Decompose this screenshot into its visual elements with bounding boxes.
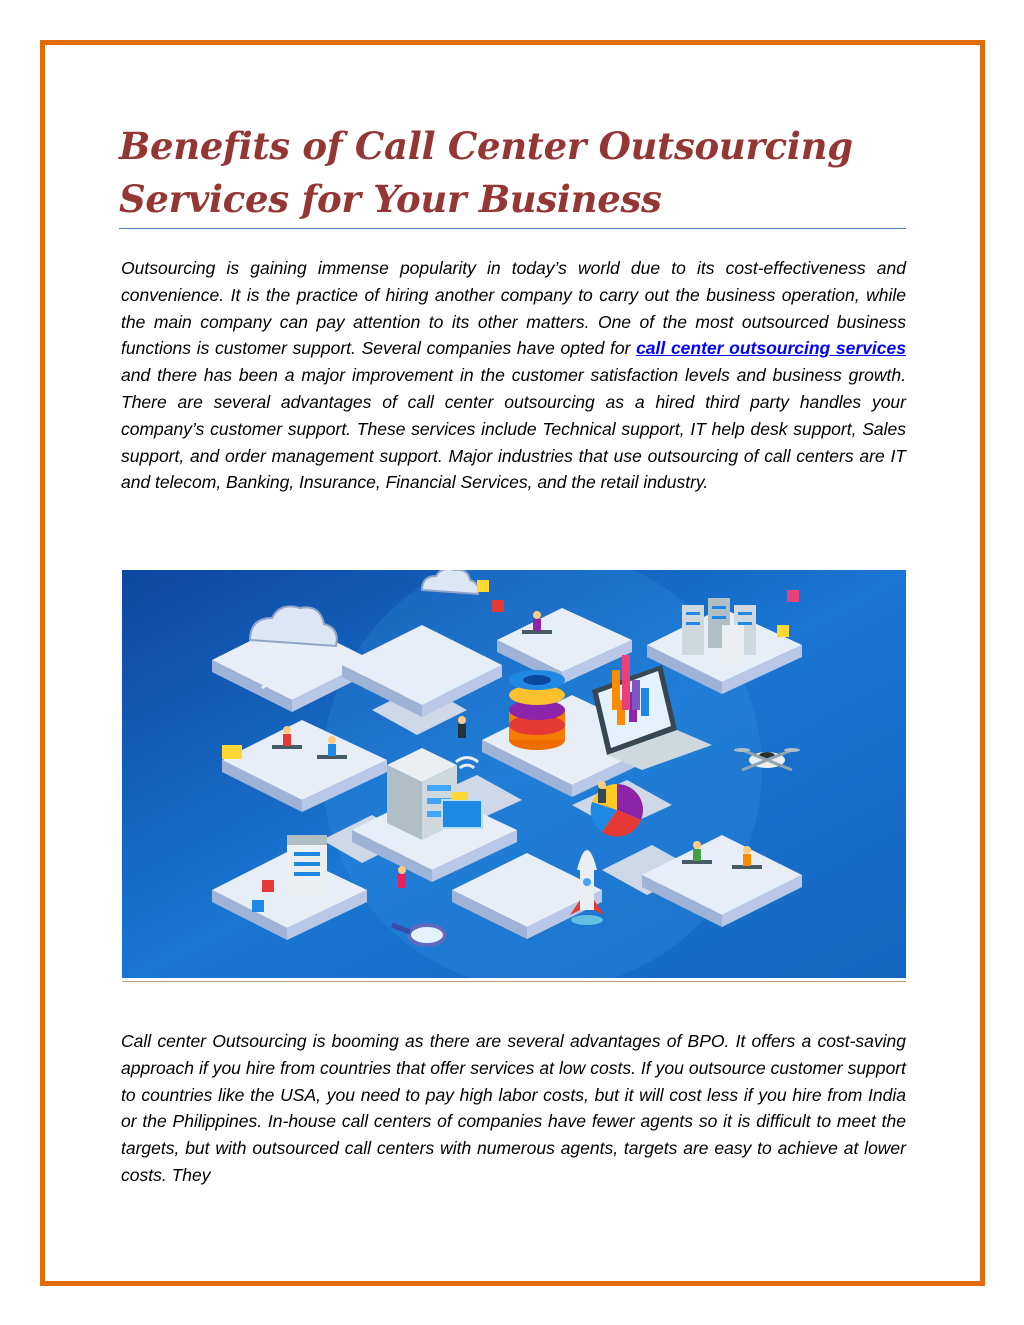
title-line-2: Services for Your Business: [119, 177, 662, 221]
intro-text-end: and there has been a major improvement in the customer satisfaction levels and business growth. There are several advantages of call center outsourcing as a hired third party handles your company’s customer support. These services include Technical support, IT help desk support, Sales support, and order management support. Major industries that use outsourcing of call centers are IT and telecom, Banking, Insurance, Financial Services, and the retail industry.: [121, 365, 906, 493]
page-title: [119, 120, 919, 226]
title-line-1: Benefits of Call Center Outsourcing: [119, 124, 853, 168]
figure-underline: [122, 981, 906, 982]
call-center-outsourcing-link[interactable]: call center outsourcing services: [636, 338, 906, 359]
call-center-isometric-illustration: [122, 570, 906, 978]
intro-text-start: Outsourcing is gaining immense popularity in today’s world due to its cost-effectiveness and convenience. It is the practice of hiring another company to carry out the business operation, while the main company can pay attention to its other matters. One of the most outsourced business functions is customer support. Several companies have opted for: [121, 258, 906, 359]
body-paragraph: Call center Outsourcing is booming as there are several advantages of BPO. It offers a cost-saving approach if you hire from countries that offer services at low costs. If you outsource customer support to countries like the USA, you need to pay high labor costs, but it will cost less if you hire from India or the Philippines. In-house call centers of companies have fewer agents so it is difficult to meet the targets, but with outsourced call centers with numerous agents, targets are easy to achieve at lower costs. They: [121, 1031, 906, 1185]
intro-paragraph: [121, 255, 906, 496]
title-underline: [119, 228, 906, 229]
